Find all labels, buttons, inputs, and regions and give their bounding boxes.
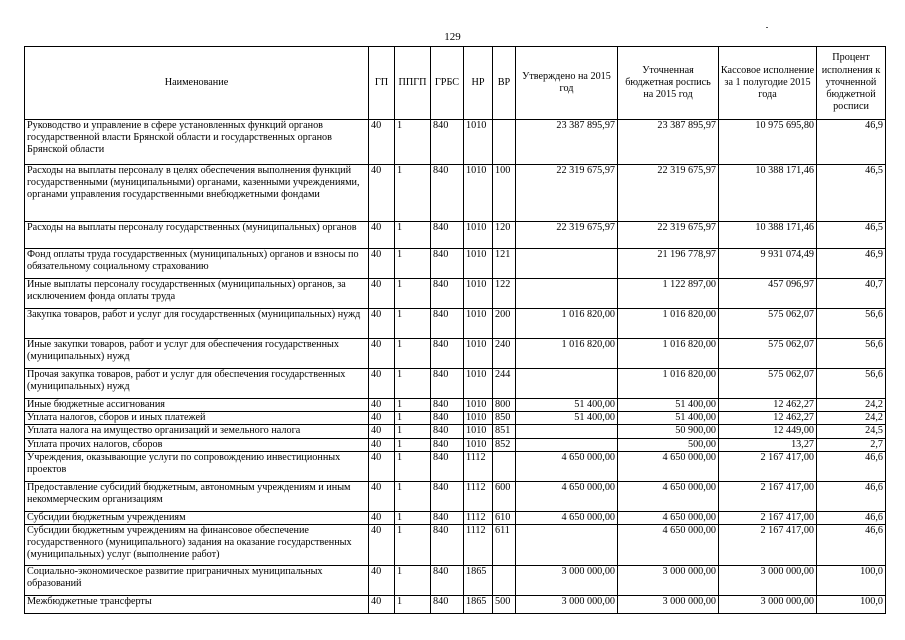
cell-vr: 852	[493, 438, 516, 451]
cell-percent: 46,6	[817, 481, 886, 511]
cell-refined: 51 400,00	[618, 412, 719, 425]
cell-ppgp: 1	[395, 451, 431, 481]
cell-cash: 2 167 417,00	[719, 481, 817, 511]
cell-grbs: 840	[431, 412, 464, 425]
cell-cash: 457 096,97	[719, 279, 817, 309]
cell-grbs: 840	[431, 369, 464, 399]
cell-percent: 56,6	[817, 339, 886, 369]
cell-approved: 3 000 000,00	[516, 596, 618, 614]
cell-approved: 3 000 000,00	[516, 566, 618, 596]
table-row	[25, 339, 886, 369]
cell-name: Иные закупки товаров, работ и услуг для обеспечения государственных (муниципальных) нужд	[25, 339, 369, 369]
cell-refined: 1 016 820,00	[618, 339, 719, 369]
cell-refined: 50 900,00	[618, 425, 719, 438]
cell-refined: 1 016 820,00	[618, 309, 719, 339]
cell-refined: 1 016 820,00	[618, 369, 719, 399]
cell-ppgp: 1	[395, 596, 431, 614]
cell-percent: 24,5	[817, 425, 886, 438]
header-row	[25, 47, 886, 120]
cell-ppgp: 1	[395, 481, 431, 511]
table-row	[25, 438, 886, 451]
cell-cash: 12 462,27	[719, 399, 817, 412]
cell-percent: 46,9	[817, 249, 886, 279]
cell-name: Субсидии бюджетным учреждениям	[25, 511, 369, 524]
cell-percent: 46,9	[817, 120, 886, 165]
cell-ppgp: 1	[395, 399, 431, 412]
table-body	[25, 120, 886, 614]
cell-percent: 100,0	[817, 566, 886, 596]
cell-percent: 2,7	[817, 438, 886, 451]
cell-grbs: 840	[431, 279, 464, 309]
table-row	[25, 596, 886, 614]
header-refined: Уточненная бюджетная роспись на 2015 год	[618, 47, 719, 120]
cell-ppgp: 1	[395, 425, 431, 438]
cell-gp: 40	[369, 399, 395, 412]
table-row	[25, 566, 886, 596]
cell-name: Закупка товаров, работ и услуг для государственных (муниципальных) нужд	[25, 309, 369, 339]
cell-cash: 10 388 171,46	[719, 222, 817, 249]
cell-ppgp: 1	[395, 222, 431, 249]
cell-approved: 51 400,00	[516, 399, 618, 412]
header-ppgp: ППГП	[395, 47, 431, 120]
cell-vr: 850	[493, 412, 516, 425]
cell-vr	[493, 120, 516, 165]
cell-gp: 40	[369, 481, 395, 511]
cell-ppgp: 1	[395, 165, 431, 222]
cell-cash: 9 931 074,49	[719, 249, 817, 279]
cell-nr: 1010	[464, 309, 493, 339]
scan-speck	[766, 27, 768, 28]
page-number: 129	[444, 31, 461, 43]
cell-refined: 500,00	[618, 438, 719, 451]
cell-refined: 3 000 000,00	[618, 596, 719, 614]
cell-percent: 100,0	[817, 596, 886, 614]
cell-gp: 40	[369, 438, 395, 451]
cell-grbs: 840	[431, 525, 464, 566]
cell-vr: 610	[493, 511, 516, 524]
header-percent: Процент исполнения к уточненной бюджетной росписи	[817, 47, 886, 120]
cell-cash: 3 000 000,00	[719, 566, 817, 596]
cell-gp: 40	[369, 120, 395, 165]
cell-refined: 51 400,00	[618, 399, 719, 412]
header-approved: Утверждено на 2015 год	[516, 47, 618, 120]
cell-approved: 23 387 895,97	[516, 120, 618, 165]
cell-gp: 40	[369, 525, 395, 566]
table-row	[25, 222, 886, 249]
cell-ppgp: 1	[395, 511, 431, 524]
cell-vr	[493, 566, 516, 596]
table-row	[25, 120, 886, 165]
cell-gp: 40	[369, 249, 395, 279]
cell-vr: 121	[493, 249, 516, 279]
cell-refined: 4 650 000,00	[618, 525, 719, 566]
cell-nr: 1010	[464, 120, 493, 165]
cell-cash: 2 167 417,00	[719, 525, 817, 566]
cell-vr: 800	[493, 399, 516, 412]
cell-grbs: 840	[431, 451, 464, 481]
cell-grbs: 840	[431, 511, 464, 524]
cell-refined: 23 387 895,97	[618, 120, 719, 165]
cell-ppgp: 1	[395, 120, 431, 165]
cell-refined: 4 650 000,00	[618, 511, 719, 524]
cell-name: Предоставление субсидий бюджетным, автономным учреждениям и иным некоммерческим организациям	[25, 481, 369, 511]
header-name: Наименование	[25, 47, 369, 120]
cell-vr: 611	[493, 525, 516, 566]
header-vr: ВР	[493, 47, 516, 120]
cell-gp: 40	[369, 165, 395, 222]
cell-approved: 51 400,00	[516, 412, 618, 425]
cell-grbs: 840	[431, 566, 464, 596]
cell-refined: 22 319 675,97	[618, 165, 719, 222]
cell-name: Субсидии бюджетным учреждениям на финансовое обеспечение государственного (муниципального) задания на оказание государственных (муниципальных) услуг (выполнение работ)	[25, 525, 369, 566]
cell-cash: 575 062,07	[719, 369, 817, 399]
cell-nr: 1010	[464, 425, 493, 438]
cell-cash: 13,27	[719, 438, 817, 451]
cell-grbs: 840	[431, 481, 464, 511]
table-row	[25, 425, 886, 438]
header-nr: НР	[464, 47, 493, 120]
cell-vr: 500	[493, 596, 516, 614]
cell-grbs: 840	[431, 438, 464, 451]
cell-nr: 1010	[464, 412, 493, 425]
cell-ppgp: 1	[395, 369, 431, 399]
cell-ppgp: 1	[395, 525, 431, 566]
cell-percent: 46,6	[817, 451, 886, 481]
cell-nr: 1112	[464, 481, 493, 511]
table-row	[25, 451, 886, 481]
table-row	[25, 309, 886, 339]
cell-approved: 4 650 000,00	[516, 511, 618, 524]
cell-grbs: 840	[431, 309, 464, 339]
cell-grbs: 840	[431, 222, 464, 249]
cell-name: Учреждения, оказывающие услуги по сопровождению инвестиционных проектов	[25, 451, 369, 481]
cell-percent: 40,7	[817, 279, 886, 309]
cell-nr: 1865	[464, 596, 493, 614]
cell-name: Социально-экономическое развитие приграничных муниципальных образований	[25, 566, 369, 596]
cell-name: Межбюджетные трансферты	[25, 596, 369, 614]
cell-approved: 1 016 820,00	[516, 309, 618, 339]
cell-gp: 40	[369, 451, 395, 481]
cell-ppgp: 1	[395, 438, 431, 451]
cell-approved: 4 650 000,00	[516, 451, 618, 481]
cell-percent: 46,6	[817, 525, 886, 566]
cell-name: Фонд оплаты труда государственных (муниципальных) органов и взносы по обязательному социальному страхованию	[25, 249, 369, 279]
cell-vr: 200	[493, 309, 516, 339]
cell-name: Прочая закупка товаров, работ и услуг для обеспечения государственных (муниципальных) нужд	[25, 369, 369, 399]
table-row	[25, 481, 886, 511]
cell-approved	[516, 369, 618, 399]
cell-nr: 1010	[464, 249, 493, 279]
cell-name: Уплата налогов, сборов и иных платежей	[25, 412, 369, 425]
budget-table	[24, 46, 886, 614]
table-row	[25, 525, 886, 566]
cell-vr: 244	[493, 369, 516, 399]
cell-vr: 120	[493, 222, 516, 249]
cell-vr: 100	[493, 165, 516, 222]
cell-vr: 851	[493, 425, 516, 438]
cell-approved	[516, 279, 618, 309]
cell-nr: 1010	[464, 339, 493, 369]
cell-name: Иные выплаты персоналу государственных (муниципальных) органов, за исключением фонда оплаты труда	[25, 279, 369, 309]
cell-approved: 22 319 675,97	[516, 222, 618, 249]
cell-grbs: 840	[431, 165, 464, 222]
cell-name: Руководство и управление в сфере установленных функций органов государственной власти Брянской области и государственных органов Брянской области	[25, 120, 369, 165]
cell-gp: 40	[369, 369, 395, 399]
header-gp: ГП	[369, 47, 395, 120]
cell-gp: 40	[369, 412, 395, 425]
cell-ppgp: 1	[395, 566, 431, 596]
cell-grbs: 840	[431, 249, 464, 279]
cell-nr: 1010	[464, 438, 493, 451]
cell-percent: 46,5	[817, 222, 886, 249]
cell-nr: 1010	[464, 222, 493, 249]
cell-ppgp: 1	[395, 412, 431, 425]
cell-gp: 40	[369, 425, 395, 438]
table-row	[25, 369, 886, 399]
cell-gp: 40	[369, 511, 395, 524]
table-row	[25, 165, 886, 222]
cell-approved: 1 016 820,00	[516, 339, 618, 369]
cell-name: Расходы на выплаты персоналу в целях обеспечения выполнения функций государственными (муниципальными) органами, казенными учреждениями, органами управления государственными внебюджетными фондами	[25, 165, 369, 222]
table-row	[25, 279, 886, 309]
cell-ppgp: 1	[395, 279, 431, 309]
cell-vr: 122	[493, 279, 516, 309]
cell-gp: 40	[369, 309, 395, 339]
cell-nr: 1010	[464, 399, 493, 412]
cell-vr: 240	[493, 339, 516, 369]
cell-refined: 3 000 000,00	[618, 566, 719, 596]
cell-grbs: 840	[431, 596, 464, 614]
cell-refined: 22 319 675,97	[618, 222, 719, 249]
cell-grbs: 840	[431, 339, 464, 369]
header-grbs: ГРБС	[431, 47, 464, 120]
cell-name: Расходы на выплаты персоналу государственных (муниципальных) органов	[25, 222, 369, 249]
cell-nr: 1112	[464, 511, 493, 524]
cell-percent: 46,6	[817, 511, 886, 524]
cell-cash: 10 388 171,46	[719, 165, 817, 222]
cell-refined: 21 196 778,97	[618, 249, 719, 279]
table-row	[25, 249, 886, 279]
cell-grbs: 840	[431, 425, 464, 438]
cell-nr: 1010	[464, 165, 493, 222]
cell-gp: 40	[369, 566, 395, 596]
header-cash: Кассовое исполнение за 1 полугодие 2015 года	[719, 47, 817, 120]
cell-cash: 10 975 695,80	[719, 120, 817, 165]
cell-nr: 1112	[464, 451, 493, 481]
cell-vr: 600	[493, 481, 516, 511]
cell-percent: 24,2	[817, 399, 886, 412]
cell-vr	[493, 451, 516, 481]
cell-cash: 2 167 417,00	[719, 451, 817, 481]
cell-gp: 40	[369, 222, 395, 249]
cell-approved: 22 319 675,97	[516, 165, 618, 222]
cell-ppgp: 1	[395, 249, 431, 279]
cell-grbs: 840	[431, 399, 464, 412]
table-row	[25, 399, 886, 412]
cell-approved: 4 650 000,00	[516, 481, 618, 511]
cell-gp: 40	[369, 339, 395, 369]
cell-nr: 1112	[464, 525, 493, 566]
cell-approved	[516, 425, 618, 438]
cell-name: Уплата прочих налогов, сборов	[25, 438, 369, 451]
cell-percent: 56,6	[817, 309, 886, 339]
cell-cash: 2 167 417,00	[719, 511, 817, 524]
cell-gp: 40	[369, 596, 395, 614]
cell-cash: 575 062,07	[719, 309, 817, 339]
table-row	[25, 412, 886, 425]
cell-approved	[516, 249, 618, 279]
cell-refined: 4 650 000,00	[618, 481, 719, 511]
cell-cash: 575 062,07	[719, 339, 817, 369]
cell-refined: 1 122 897,00	[618, 279, 719, 309]
cell-approved	[516, 438, 618, 451]
cell-grbs: 840	[431, 120, 464, 165]
cell-percent: 46,5	[817, 165, 886, 222]
cell-cash: 12 449,00	[719, 425, 817, 438]
cell-nr: 1865	[464, 566, 493, 596]
cell-refined: 4 650 000,00	[618, 451, 719, 481]
cell-ppgp: 1	[395, 339, 431, 369]
cell-cash: 12 462,27	[719, 412, 817, 425]
cell-nr: 1010	[464, 369, 493, 399]
cell-name: Уплата налога на имущество организаций и земельного налога	[25, 425, 369, 438]
cell-name: Иные бюджетные ассигнования	[25, 399, 369, 412]
table-row	[25, 511, 886, 524]
cell-approved	[516, 525, 618, 566]
cell-percent: 56,6	[817, 369, 886, 399]
cell-ppgp: 1	[395, 309, 431, 339]
cell-gp: 40	[369, 279, 395, 309]
cell-percent: 24,2	[817, 412, 886, 425]
cell-nr: 1010	[464, 279, 493, 309]
cell-cash: 3 000 000,00	[719, 596, 817, 614]
